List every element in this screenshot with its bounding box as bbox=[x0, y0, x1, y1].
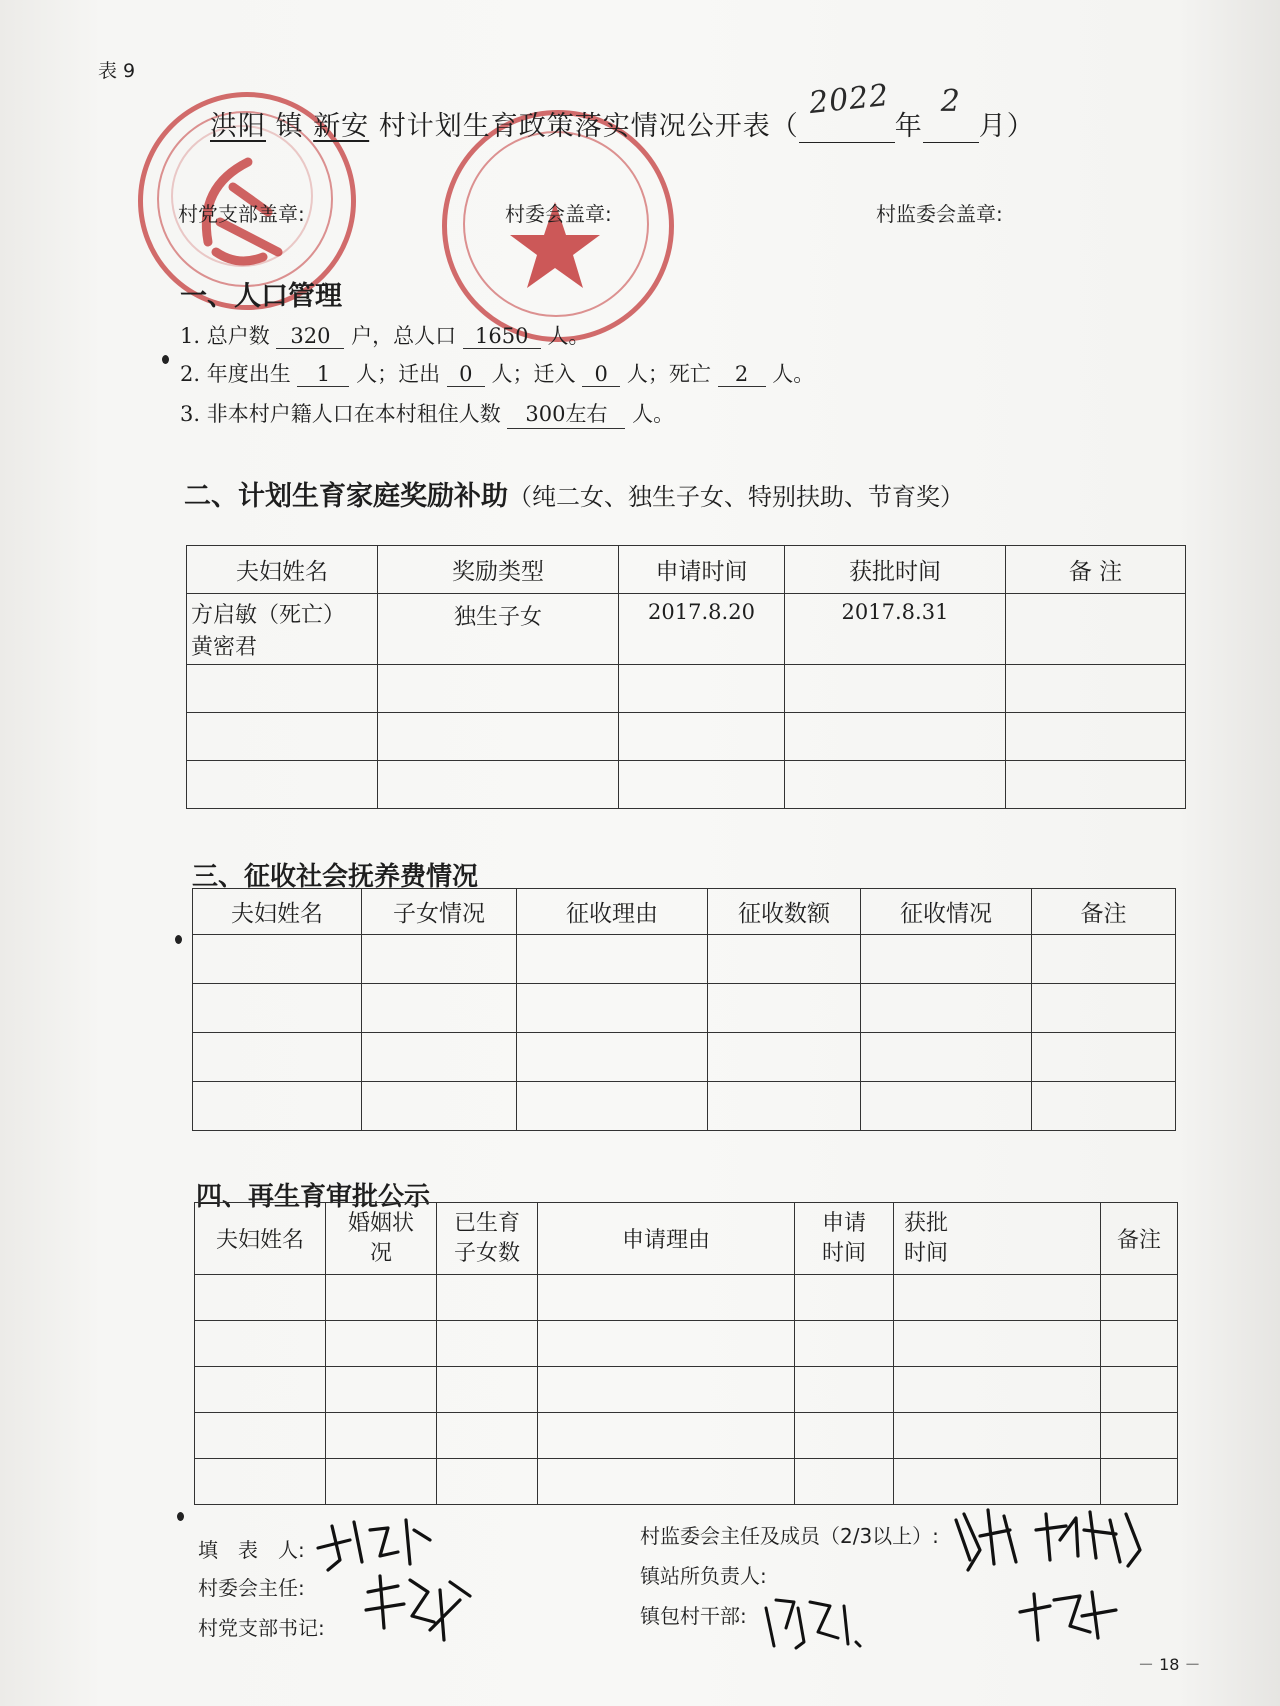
header-approve-line1: 获批 bbox=[904, 1210, 949, 1236]
population-value: 1650 bbox=[463, 324, 541, 349]
table-row bbox=[187, 594, 1186, 665]
table-row bbox=[195, 1321, 1178, 1367]
table-header-row bbox=[187, 546, 1186, 594]
section1-heading: 一、人口管理 bbox=[180, 281, 342, 312]
title-year-label: 年 bbox=[894, 111, 923, 142]
table-row bbox=[195, 1459, 1178, 1505]
binder-mark bbox=[177, 1512, 184, 1521]
header-reward-type: 奖励类型 bbox=[378, 546, 619, 594]
reward-type-cell: 独生子女 bbox=[378, 594, 619, 665]
population-label: 户，总人口 bbox=[351, 324, 457, 348]
title-main: 村计划生育政策落实情况公开表（ bbox=[378, 111, 799, 142]
apply-date-cell: 2017.8.20 bbox=[619, 594, 785, 665]
title-month-label: 月） bbox=[978, 111, 1035, 142]
village-committee-seal-label: 村委会盖章: bbox=[505, 202, 612, 226]
committee-director-label: 村委会主任: bbox=[198, 1576, 305, 1600]
header-apply-line2: 时间 bbox=[821, 1240, 866, 1266]
header-note: 备注 bbox=[1032, 889, 1176, 935]
fees-table bbox=[192, 888, 1176, 1131]
header-children-count bbox=[437, 1203, 538, 1275]
population-line2 bbox=[180, 358, 814, 388]
table-header-row bbox=[193, 889, 1176, 935]
population-suffix: 人。 bbox=[547, 324, 590, 348]
year-blank bbox=[799, 77, 895, 143]
header-marital-status bbox=[326, 1203, 437, 1275]
table-row bbox=[193, 1082, 1176, 1131]
renters-suffix: 人。 bbox=[632, 402, 675, 426]
households-value: 320 bbox=[276, 324, 344, 349]
population-line1 bbox=[180, 320, 589, 350]
header-amount: 征收数额 bbox=[708, 889, 861, 935]
supervision-seal-label: 村监委会盖章: bbox=[876, 202, 1003, 226]
month-handwritten: 2 bbox=[940, 84, 961, 119]
households-label: 1. 总户数 bbox=[180, 324, 270, 348]
moved-in-value: 0 bbox=[582, 362, 620, 387]
binder-mark bbox=[162, 355, 169, 364]
out-label: 人；迁出 bbox=[356, 362, 441, 386]
rewards-table bbox=[186, 545, 1186, 809]
station-head-label: 镇站所负责人: bbox=[640, 1564, 767, 1588]
supervision-members-label: 村监委会主任及成员（2/3以上）: bbox=[640, 1524, 939, 1548]
deaths-suffix: 人。 bbox=[772, 362, 815, 386]
handwritten-signatures-left bbox=[310, 1500, 490, 1670]
header-approve-line2: 时间 bbox=[904, 1240, 949, 1266]
header-children: 子女情况 bbox=[362, 889, 517, 935]
party-secretary-label: 村党支部书记: bbox=[198, 1616, 325, 1640]
header-marital-line1: 婚姻状 bbox=[347, 1210, 414, 1236]
section2-heading bbox=[184, 474, 964, 513]
header-status: 征收情况 bbox=[861, 889, 1032, 935]
title-village: 新安 bbox=[313, 111, 370, 142]
page-number: － 18 － bbox=[1138, 1655, 1201, 1674]
header-apply-date bbox=[795, 1203, 894, 1275]
header-apply-line1: 申请 bbox=[821, 1210, 866, 1236]
section3-heading: 三、征收社会抚养费情况 bbox=[192, 862, 479, 892]
table-row bbox=[187, 713, 1186, 761]
section4-heading: 四、再生育审批公示 bbox=[196, 1182, 431, 1212]
filler-label: 填 表 人: bbox=[198, 1538, 305, 1562]
deaths-value: 2 bbox=[718, 362, 766, 387]
title-town-suffix: 镇 bbox=[275, 111, 304, 142]
in-label: 人；迁入 bbox=[491, 362, 576, 386]
header-couple-name: 夫妇姓名 bbox=[193, 889, 362, 935]
approve-date-cell: 2017.8.31 bbox=[785, 594, 1006, 665]
party-branch-seal-label: 村党支部盖章: bbox=[178, 202, 305, 226]
month-blank bbox=[923, 84, 979, 143]
header-apply-date: 申请时间 bbox=[619, 546, 785, 594]
binder-mark bbox=[175, 935, 182, 944]
table-row bbox=[195, 1275, 1178, 1321]
year-handwritten: 2022 bbox=[807, 77, 891, 122]
note-cell bbox=[1006, 594, 1186, 665]
table-row bbox=[193, 1033, 1176, 1082]
moved-out-value: 0 bbox=[447, 362, 485, 387]
section2-subtitle: （纯二女、独生子女、特别扶助、节育奖） bbox=[508, 483, 964, 511]
table-header-row bbox=[195, 1203, 1178, 1275]
header-marital-line2: 况 bbox=[369, 1240, 392, 1266]
births-value: 1 bbox=[297, 362, 349, 387]
couple-name-1: 方启敏（死亡） bbox=[191, 603, 346, 628]
document-title bbox=[210, 77, 1035, 143]
renters-label: 3. 非本村户籍人口在本村租住人数 bbox=[180, 402, 501, 426]
table-row bbox=[195, 1367, 1178, 1413]
header-note: 备注 bbox=[1101, 1203, 1178, 1275]
header-reason: 申请理由 bbox=[538, 1203, 795, 1275]
town-cadre-label: 镇包村干部: bbox=[640, 1604, 747, 1628]
header-approve-date bbox=[894, 1203, 1101, 1275]
population-line3 bbox=[180, 398, 674, 429]
renters-value: 300左右 bbox=[507, 398, 625, 429]
header-children-line2: 子女数 bbox=[453, 1240, 520, 1266]
header-approve-date: 获批时间 bbox=[785, 546, 1006, 594]
table-row bbox=[193, 984, 1176, 1033]
header-couple-name: 夫妇姓名 bbox=[187, 546, 378, 594]
table-row bbox=[193, 935, 1176, 984]
handwritten-signatures-right bbox=[950, 1500, 1190, 1650]
rebirth-approval-table bbox=[194, 1202, 1178, 1505]
table-row bbox=[187, 761, 1186, 809]
header-reason: 征收理由 bbox=[517, 889, 708, 935]
couple-name-2: 黄密君 bbox=[191, 635, 258, 660]
table-row bbox=[195, 1413, 1178, 1459]
handwritten-signature-cadre bbox=[760, 1588, 870, 1658]
section2-title: 二、计划生育家庭奖励补助 bbox=[184, 481, 508, 512]
header-couple-name: 夫妇姓名 bbox=[195, 1203, 326, 1275]
deaths-label: 人；死亡 bbox=[626, 362, 711, 386]
couple-name-cell bbox=[187, 594, 378, 665]
header-children-line1: 已生育 bbox=[453, 1210, 520, 1236]
table-row bbox=[187, 665, 1186, 713]
header-note: 备 注 bbox=[1006, 546, 1186, 594]
title-town: 洪阳 bbox=[210, 111, 266, 142]
births-label: 2. 年度出生 bbox=[180, 362, 291, 386]
table-number: 表 9 bbox=[98, 60, 136, 82]
